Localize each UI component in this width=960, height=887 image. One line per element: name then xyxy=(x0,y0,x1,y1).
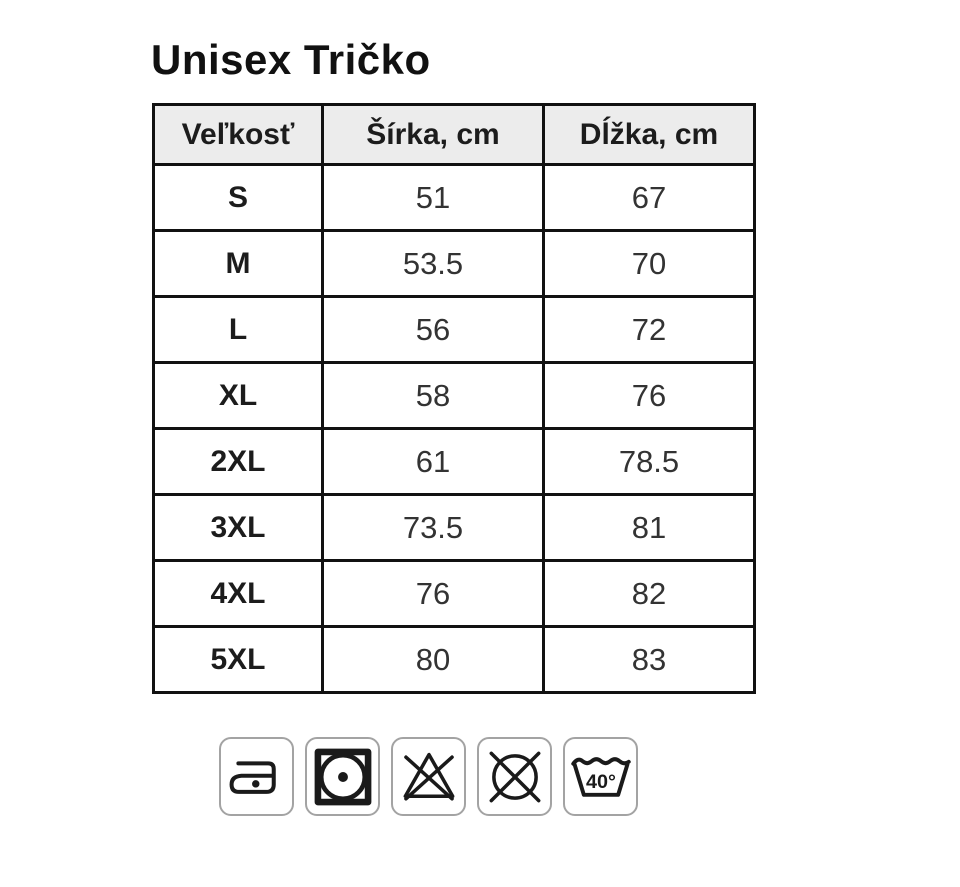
header-size: Veľkosť xyxy=(154,105,323,165)
length-cell: 72 xyxy=(544,297,755,363)
width-cell: 53.5 xyxy=(323,231,544,297)
table-row xyxy=(154,297,755,363)
table-row xyxy=(154,429,755,495)
size-cell: 4XL xyxy=(154,561,323,627)
length-cell: 70 xyxy=(544,231,755,297)
header-width: Šírka, cm xyxy=(323,105,544,165)
iron-icon xyxy=(219,737,294,816)
width-cell: 76 xyxy=(323,561,544,627)
size-cell: L xyxy=(154,297,323,363)
size-cell: 3XL xyxy=(154,495,323,561)
table-row xyxy=(154,165,755,231)
width-cell: 51 xyxy=(323,165,544,231)
table-header-row xyxy=(154,105,755,165)
length-cell: 82 xyxy=(544,561,755,627)
width-cell: 56 xyxy=(323,297,544,363)
width-cell: 80 xyxy=(323,627,544,693)
size-cell: 5XL xyxy=(154,627,323,693)
length-cell: 76 xyxy=(544,363,755,429)
size-cell: 2XL xyxy=(154,429,323,495)
table-row xyxy=(154,495,755,561)
length-cell: 83 xyxy=(544,627,755,693)
table-row xyxy=(154,363,755,429)
length-cell: 67 xyxy=(544,165,755,231)
wash-temp-label: 40° xyxy=(585,770,616,793)
table-row xyxy=(154,231,755,297)
width-cell: 73.5 xyxy=(323,495,544,561)
length-cell: 81 xyxy=(544,495,755,561)
width-cell: 58 xyxy=(323,363,544,429)
size-cell: M xyxy=(154,231,323,297)
size-cell: XL xyxy=(154,363,323,429)
size-table xyxy=(152,103,756,694)
do-not-bleach-icon xyxy=(391,737,466,816)
table-row xyxy=(154,561,755,627)
wash-40-icon xyxy=(563,737,638,816)
table-row xyxy=(154,627,755,693)
width-cell: 61 xyxy=(323,429,544,495)
length-cell: 78.5 xyxy=(544,429,755,495)
page-title: Unisex Tričko xyxy=(151,36,431,83)
header-length: Dĺžka, cm xyxy=(544,105,755,165)
care-icons-row xyxy=(219,737,638,816)
do-not-dry-clean-icon xyxy=(477,737,552,816)
size-cell: S xyxy=(154,165,323,231)
tumble-dry-icon xyxy=(305,737,380,816)
